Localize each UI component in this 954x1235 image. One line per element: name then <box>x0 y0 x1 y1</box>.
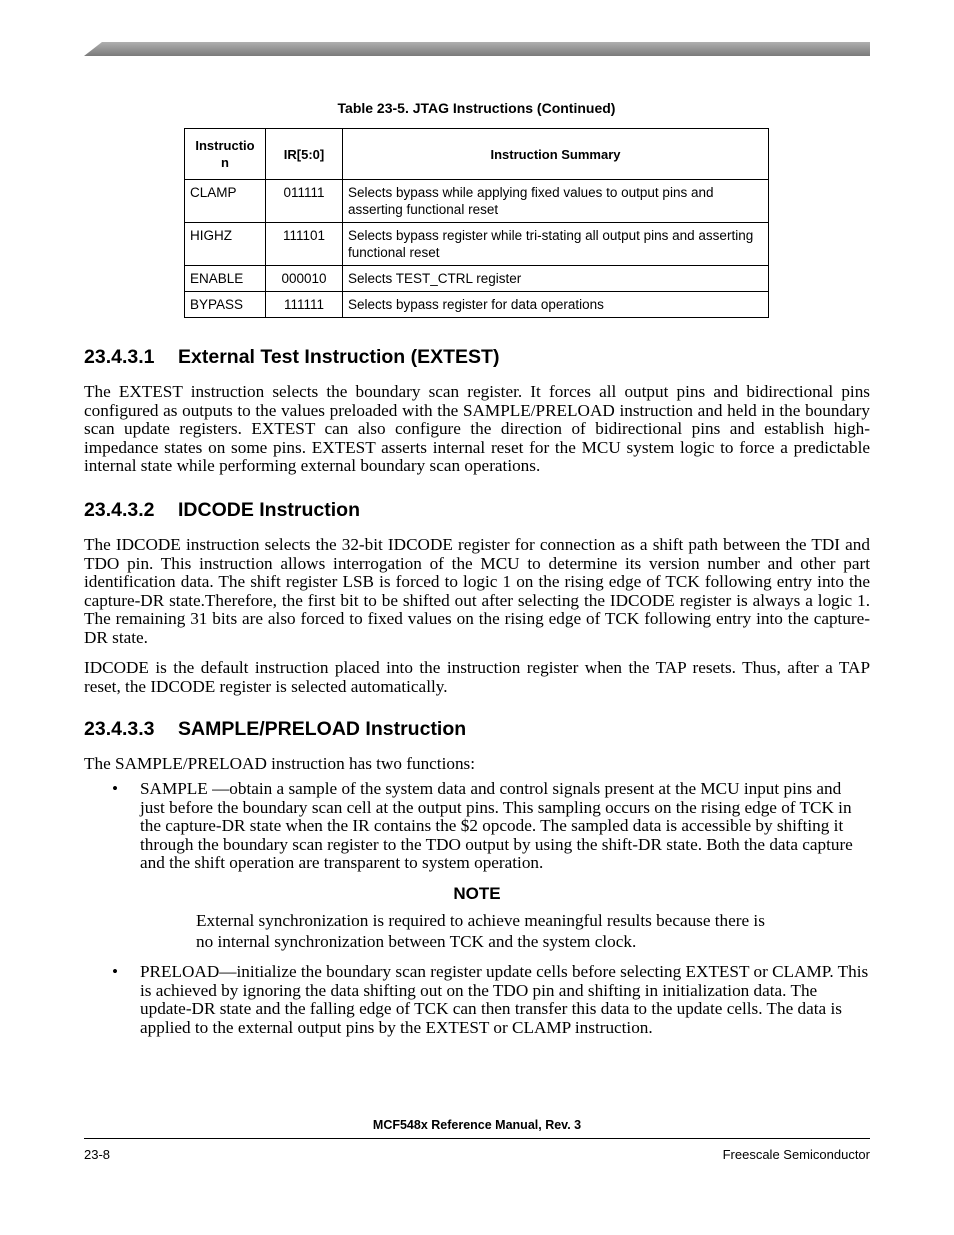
cell-ir: 000010 <box>266 266 343 292</box>
note-title: NOTE <box>453 884 501 903</box>
section-title: SAMPLE/PRELOAD Instruction <box>178 718 467 740</box>
jtag-instructions-table <box>184 128 769 318</box>
cell-instruction: HIGHZ <box>185 223 266 266</box>
header-instruction-line2: n <box>221 155 229 170</box>
header-bar <box>84 42 870 56</box>
footer-title: MCF548x Reference Manual, Rev. 3 <box>372 1118 582 1132</box>
cell-summary: Selects bypass while applying fixed values to output pins and asserting functional reset <box>343 180 769 223</box>
section-heading-idcode <box>84 499 360 522</box>
header-instruction-line1: Instructio <box>195 138 255 153</box>
sample-intro: The SAMPLE/PRELOAD instruction has two functions: <box>84 754 475 773</box>
header-instruction <box>185 129 266 180</box>
bullet-text-preload: PRELOAD—initialize the boundary scan register update cells before selecting EXTEST or CLAMP. This is achieved by ignoring the data shifting out on the TDO pin and shifting in initialization data. The update-DR state and the falling edge of TCK can then transfer this data to the update cells. The data is applied to the external output pins by the EXTEST or CLAMP instruction. <box>140 962 869 1037</box>
header-summary: Instruction Summary <box>343 129 769 180</box>
cell-summary: Selects TEST_CTRL register <box>343 266 769 292</box>
table-row <box>185 292 769 318</box>
section-number: 23.4.3.3 <box>84 718 155 740</box>
section-title: External Test Instruction (EXTEST) <box>178 346 500 368</box>
cell-summary: Selects bypass register while tri-stating all output pins and asserting functional reset <box>343 223 769 266</box>
note-text: External synchronization is required to achieve meaningful results because there is no internal synchronization between TCK and the system clock. <box>196 911 765 951</box>
extest-paragraph: The EXTEST instruction selects the boundary scan register. It forces all output pins and bidirectional pins configured as outputs to the values preloaded with the SAMPLE/PRELOAD instruction and held in the boundary scan update registers. EXTEST can also configure the direction of bidirectional pins and establish high-impedance states on some pins. EXTEST asserts internal reset for the MCU system logic to force a predictable internal state while performing external boundary scan operations. <box>84 382 870 476</box>
idcode-paragraph-1: The IDCODE instruction selects the 32-bit IDCODE register for connection as a shift path between the TDI and TDO pin. This instruction allows interrogation of the MCU to determine its version number and other part identification data. The shift register LSB is forced to logic 1 on the rising edge of TCK following entry into the capture-DR state.Therefore, the first bit to be shifted out after selecting the IDCODE register is always a logic 1. The remaining 31 bits are also forced to fixed values on the rising edge of TCK following entry into the capture-DR state. <box>84 535 870 647</box>
section-heading-extest <box>84 346 499 369</box>
cell-ir: 111111 <box>266 292 343 318</box>
cell-ir: 011111 <box>266 180 343 223</box>
bullet-icon: • <box>112 962 119 981</box>
cell-instruction: ENABLE <box>185 266 266 292</box>
idcode-paragraph-2: IDCODE is the default instruction placed into the instruction register when the TAP resets. Thus, after a TAP reset, the IDCODE register is selected automatically. <box>84 658 870 696</box>
section-number: 23.4.3.1 <box>84 346 155 368</box>
section-number: 23.4.3.2 <box>84 499 155 521</box>
footer-rule <box>84 1138 870 1139</box>
bullet-text-sample: SAMPLE —obtain a sample of the system data and control signals present at the MCU input pins and just before the boundary scan cell at the output pins. This sampling occurs on the rising edge of TCK in the capture-DR state when the IR contains the $2 opcode. The sampled data is accessible by shifting it through the boundary scan register to the TDO output by using the shift-DR state. Both the data capture and the shift operation are transparent to system operation. <box>140 779 853 873</box>
table-row <box>185 180 769 223</box>
table-caption: Table 23-5. JTAG Instructions (Continued) <box>337 100 616 116</box>
bullet-icon: • <box>112 779 119 798</box>
table-row <box>185 223 769 266</box>
page-number: 23-8 <box>84 1147 111 1162</box>
table-header-row <box>185 129 769 180</box>
section-title: IDCODE Instruction <box>178 499 361 521</box>
table-row <box>185 266 769 292</box>
header-ir: IR[5:0] <box>266 129 343 180</box>
cell-instruction: CLAMP <box>185 180 266 223</box>
cell-summary: Selects bypass register for data operations <box>343 292 769 318</box>
cell-ir: 111101 <box>266 223 343 266</box>
footer-company: Freescale Semiconductor <box>722 1147 870 1162</box>
cell-instruction: BYPASS <box>185 292 266 318</box>
section-heading-sample <box>84 718 466 741</box>
